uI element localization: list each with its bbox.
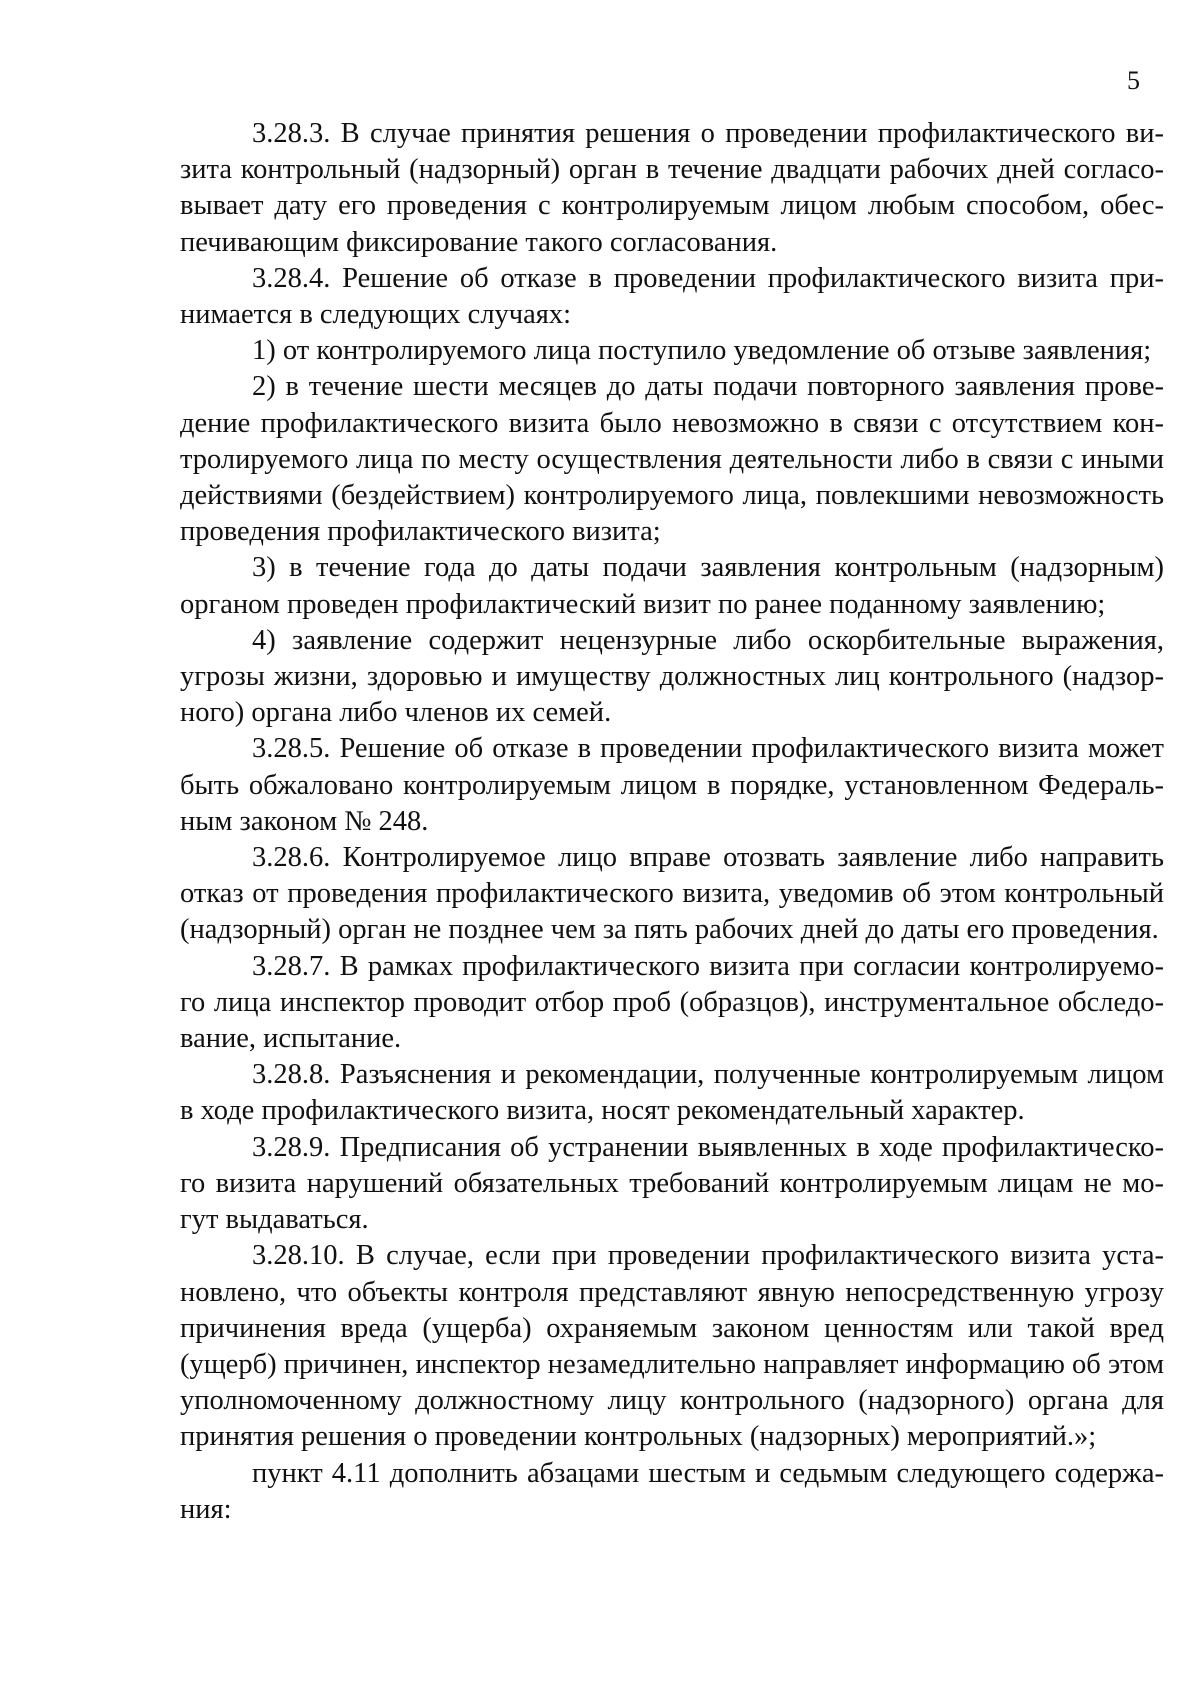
paragraph-3-28-3: 3.28.3. В случае принятия решения о проведении профилактического визита контрольный (надзорный) орган в течение двадцати рабочих дней согласовывает дату его проведения с контролируемым лицом любым способом, обеспечивающим фиксирование такого согласования. <box>180 118 1164 258</box>
paragraph-3-28-5: 3.28.5. Решение об отказе в проведении профилактического визита может быть обжаловано контролируемым лицом в порядке, установленном Федеральным законом № 248. <box>180 733 1164 837</box>
list-item-4: 4) заявление содержит нецензурные либо оскорбительные выражения, угрозы жизни, здоровью и имуществу должностных лиц контрольного (надзорного) органа либо членов их семей. <box>180 624 1164 729</box>
page-number: 5 <box>1127 66 1140 95</box>
list-item-2: 2) в течение шести месяцев до даты подачи повторного заявления проведение профилактического визита было невозможно в связи с отсутствием контролируемого лица по месту осуществления деятельности либо в связи с иными действиями (бездействием) контролируемого лица, повлекшими невозможность проведения профилактического визита; <box>180 371 1164 548</box>
list-item-3: 3) в течение года до даты подачи заявления контрольным (надзорным) органом проведен профилактический визит по ранее поданному заявлению; <box>180 552 1164 620</box>
paragraph-3-28-9: 3.28.9. Предписания об устранении выявленных в ходе профилактического визита нарушений обязательных требований контролируемым лицам не могут выдаваться. <box>180 1131 1164 1236</box>
list-item-1: 1) от контролируемого лица поступило уведомление об отзыве заявления; <box>252 335 1152 367</box>
paragraph-3-28-7: 3.28.7. В рамках профилактического визита при согласии контролируемого лица инспектор проводит отбор проб (образцов), инструментальное обследование, испытание. <box>180 950 1164 1055</box>
paragraph-3-28-4: 3.28.4. Решение об отказе в проведении профилактического визита принимается в следующих случаях: <box>180 262 1164 331</box>
paragraph-amendment-4-11: пункт 4.11 дополнить абзацами шестым и седьмым следующего содержания: <box>180 1457 1164 1525</box>
paragraph-3-28-8: 3.28.8. Разъяснения и рекомендации, полученные контролируемым лицом в ходе профилактического визита, носят рекомендательный характер. <box>180 1059 1164 1127</box>
document-body <box>180 116 1164 1528</box>
paragraph-3-28-10: 3.28.10. В случае, если при проведении профилактического визита установлено, что объекты контроля представляют явную непосредственную угрозу причинения вреда (ущерба) охраняемым законом ценностям или такой вред (ущерб) причинен, инспектор незамедлительно направляет информацию об этом уполномоченному должностному лицу контрольного (надзорного) органа для принятия решения о проведении контрольных (надзорных) мероприятий.»; <box>180 1240 1164 1453</box>
paragraph-3-28-6: 3.28.6. Контролируемое лицо вправе отозвать заявление либо направить отказ от проведения профилактического визита, уведомив об этом контрольный (надзорный) орган не позднее чем за пять рабочих дней до даты его проведения. <box>180 842 1164 946</box>
